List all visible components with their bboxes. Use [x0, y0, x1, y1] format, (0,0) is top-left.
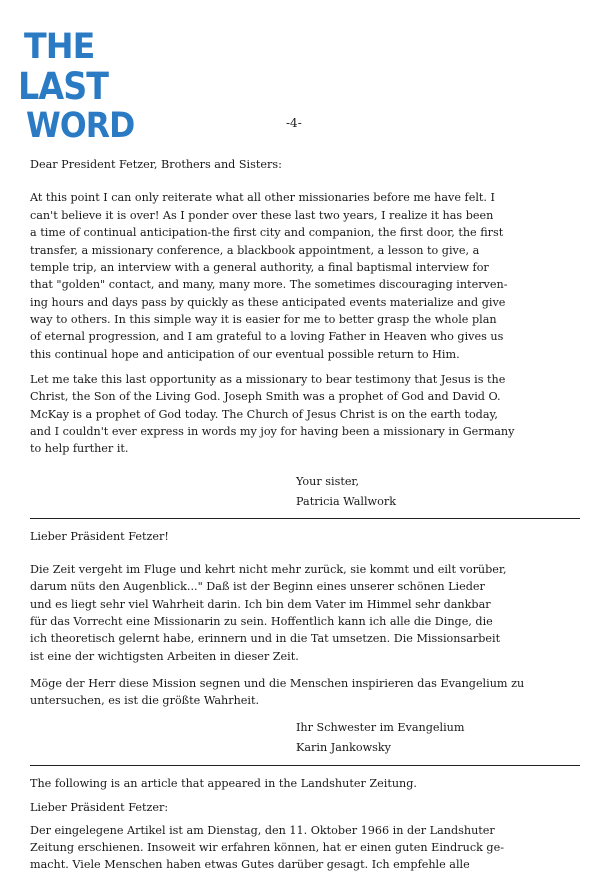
text-line: temple trip, an interview with a general authority, a final baptismal interview for [30, 260, 489, 274]
letter2-salutation: Lieber Präsident Fetzer! [30, 530, 169, 544]
text-line: of eternal progression, and I am grateful to a loving Father in Heaven who gives us [30, 330, 504, 344]
logo-line-the: THE [24, 27, 95, 67]
text-line: Let me take this last opportunity as a missionary to bear testimony that Jesus is the [30, 372, 506, 386]
text-line: to help further it. [30, 442, 129, 456]
text-line: At this point I can only reiterate what all other missionaries before me have felt. I [30, 191, 495, 205]
text-line: ich theoretisch gelernt habe, erinnern und in die Tat umsetzen. Die Missionsarbeit [30, 632, 501, 646]
text-line: und es liegt sehr viel Wahrheit darin. Ich bin dem Vater im Himmel sehr dankbar [30, 597, 491, 611]
section-divider [30, 518, 580, 519]
letter1-closing: Your sister, [296, 475, 360, 489]
text-line: darum nüts den Augenblick..." Daß ist der Beginn eines unserer schönen Lieder [30, 580, 485, 594]
text-line: can't believe it is over! As I ponder over these last two years, I realize it has been [30, 208, 494, 222]
text-line: untersuchen, es ist die größte Wahrheit. [30, 694, 260, 708]
text-line: that "golden" contact, and many, many more. The sometimes discouraging interven- [30, 278, 508, 292]
letter1-signature: Patricia Wallwork [296, 495, 396, 509]
text-line: macht. Viele Menschen haben etwas Gutes darüber gesagt. Ich empfehle alle [30, 858, 470, 872]
text-line: McKay is a prophet of God today. The Church of Jesus Christ is on the earth today, [30, 407, 498, 421]
article-intro: The following is an article that appeared in the Landshuter Zeitung. [30, 777, 417, 791]
text-line: Der eingelegene Artikel ist am Dienstag, den 11. Oktober 1966 in der Landshuter [30, 823, 495, 837]
section-divider [30, 765, 580, 766]
text-line: ist eine der wichtigsten Arbeiten in dieser Zeit. [30, 649, 299, 663]
text-line: way to others. In this simple way it is easier for me to better grasp the whole plan [30, 313, 497, 326]
text-line: this continual hope and anticipation of our eventual possible return to Him. [30, 347, 460, 361]
article-salutation: Lieber Präsident Fetzer: [30, 801, 169, 815]
text-line: Zeitung erschienen. Insoweit wir erfahren können, hat er einen guten Eindruck ge- [30, 840, 504, 854]
letter1-salutation: Dear President Fetzer, Brothers and Sisters: [30, 157, 282, 171]
text-line: ing hours and days pass by quickly as these anticipated events materialize and give [30, 295, 506, 309]
logo-line-last: LAST [18, 65, 109, 108]
text-line: and I couldn't ever express in words my joy for having been a missionary in Germany [30, 424, 515, 438]
letter2-signature: Karin Jankowsky [296, 740, 392, 754]
logo-line-word: WORD [26, 106, 135, 146]
text-line: Möge der Herr diese Mission segnen und die Menschen inspirieren das Evangelium zu [30, 676, 525, 690]
text-line: für das Vorrecht eine Missionarin zu sein. Hoffentlich kann ich alle die Dinge, die [30, 615, 493, 628]
the-last-word-logo [18, 27, 158, 148]
page-number: -4- [286, 116, 302, 130]
letter2-closing: Ihr Schwester im Evangelium [296, 721, 465, 735]
text-line: transfer, a missionary conference, a blackbook appointment, a lesson to give, a [30, 243, 480, 257]
text-line: a time of continual anticipation-the first city and companion, the first door, the first [30, 226, 504, 240]
text-line: Die Zeit vergeht im Fluge und kehrt nicht mehr zurück, sie kommt und eilt vorüber, [30, 562, 507, 576]
text-line: Christ, the Son of the Living God. Joseph Smith was a prophet of God and David O. [30, 390, 501, 404]
